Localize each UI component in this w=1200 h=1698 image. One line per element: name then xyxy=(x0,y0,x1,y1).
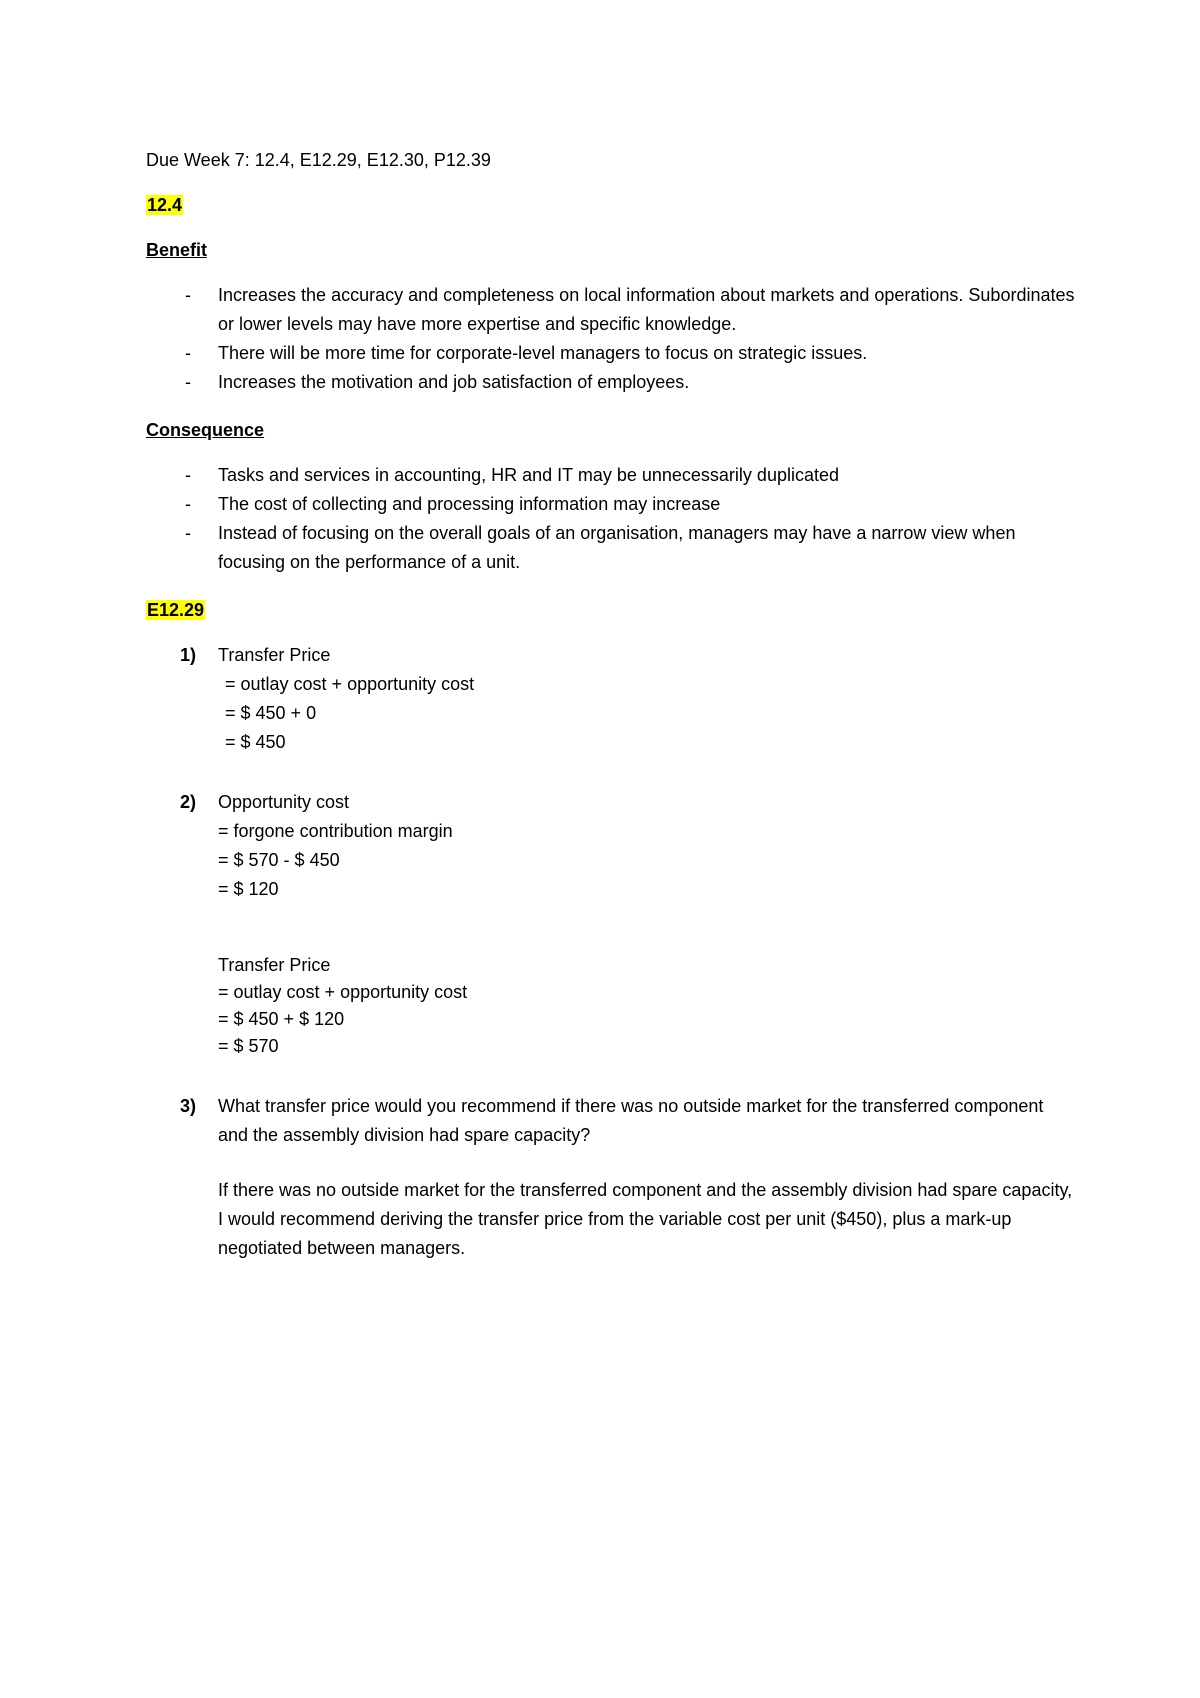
question-1 xyxy=(146,641,1076,757)
header-line xyxy=(146,146,1076,175)
list-item: - Increases the motivation and job satisfaction of employees. xyxy=(146,368,1076,397)
question-title: Opportunity cost xyxy=(218,792,350,812)
dash-bullet: - xyxy=(185,465,191,485)
section-title-highlight: 12.4 xyxy=(147,195,183,215)
calc-line: = $ 450 + $ 120 xyxy=(218,1009,345,1029)
dash-bullet: - xyxy=(185,494,191,514)
calc-line: = outlay cost + opportunity cost xyxy=(218,982,468,1002)
list-item: - The cost of collecting and processing information may increase xyxy=(146,490,1076,519)
header-text: Due Week 7: 12.4, E12.29, E12.30, P12.39 xyxy=(146,150,491,170)
calc-line: = outlay cost + opportunity cost xyxy=(225,674,475,694)
calc-line: = forgone contribution margin xyxy=(218,821,453,841)
list-item: - Tasks and services in accounting, HR and IT may be unnecessarily duplicated xyxy=(146,461,1076,490)
calc-line: = $ 450 + 0 xyxy=(225,703,317,723)
dash-bullet: - xyxy=(185,285,191,305)
section-12-4-title xyxy=(146,191,1076,220)
list-item: - Increases the accuracy and completeness on local information about markets and operations. Subordinates or lower levels may have more expertise and specific knowledge. xyxy=(146,281,1076,339)
question-2 xyxy=(146,788,1076,904)
question-3 xyxy=(146,1092,1076,1263)
consequence-heading: Consequence xyxy=(146,420,265,440)
dash-bullet: - xyxy=(185,523,191,543)
calc-line: = $ 120 xyxy=(218,879,279,899)
question-title: Transfer Price xyxy=(218,645,331,665)
calc-line: = $ 570 xyxy=(218,1036,279,1056)
calc-title: Transfer Price xyxy=(218,955,331,975)
benefit-heading: Benefit xyxy=(146,240,208,260)
calc-line: = $ 570 - $ 450 xyxy=(218,850,340,870)
calc-line: = $ 450 xyxy=(225,732,286,752)
dash-bullet: - xyxy=(185,372,191,392)
question-number: 3) xyxy=(180,1096,197,1116)
benefit-list xyxy=(146,281,1076,397)
section-title-highlight: E12.29 xyxy=(147,600,205,620)
question-number: 1) xyxy=(180,645,197,665)
list-item: - Instead of focusing on the overall goals of an organisation, managers may have a narrow view when focusing on the performance of a unit. xyxy=(146,519,1076,577)
dash-bullet: - xyxy=(185,343,191,363)
section-e12-29-title xyxy=(146,596,1076,625)
question-2-transfer-price xyxy=(146,952,1076,1060)
answer-text: If there was no outside market for the transferred component and the assembly division had spare capacity, I would recommend deriving the transfer price from the variable cost per unit ($450), plus a mark-up negotiated between managers. xyxy=(218,1180,1073,1258)
consequence-list xyxy=(146,461,1076,577)
question-number: 2) xyxy=(180,792,197,812)
question-text: What transfer price would you recommend if there was no outside market for the transferred component and the assembly division had spare capacity? xyxy=(218,1096,1044,1145)
list-item: - There will be more time for corporate-level managers to focus on strategic issues. xyxy=(146,339,1076,368)
